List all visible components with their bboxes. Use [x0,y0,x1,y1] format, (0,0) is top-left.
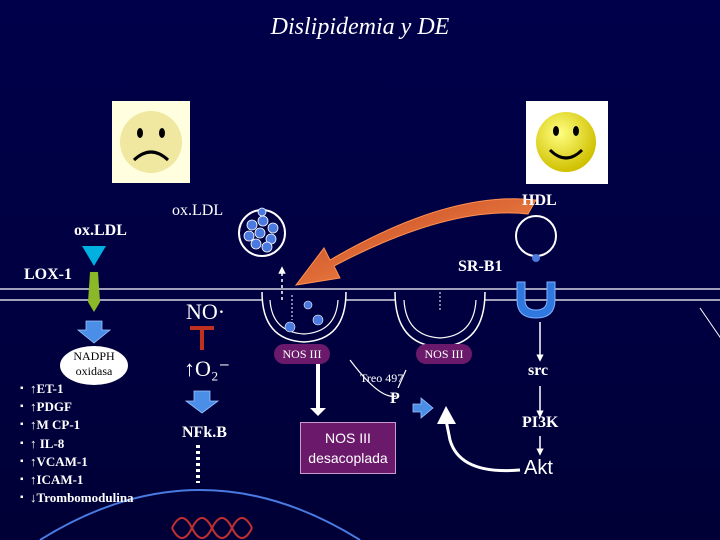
hdl-particle [516,216,556,262]
srb1-label: SR-B1 [458,258,503,275]
treo-label: Treo 497 [360,371,404,385]
phospho-label: P [390,390,400,407]
bullet-item: ▪ ↑ET-1 [30,381,63,397]
ox-ldl-particle [239,208,285,256]
pi3k-label: PI3K [522,414,559,431]
cell-membrane [0,289,720,300]
bullet-item: ▪ ↑M CP-1 [30,417,80,433]
hdl-label: HDL [522,192,557,209]
bullet-item: ▪ ↓Trombomodulina [30,490,134,506]
arrow-lr [413,398,433,418]
akt-label: Akt [524,457,553,479]
arrow-to-nadph [78,321,110,343]
nos-iii-right: NOS III [416,344,472,364]
slide-title: Dislipidemia y DE [270,14,450,40]
caveola-right [395,292,485,347]
dna-helix [172,518,252,538]
nos-iii-desacoplada: NOS III desacoplada [300,422,396,474]
ox-ldl-center-label: ox.LDL [172,202,224,219]
happy-face-icon [526,101,608,184]
arrow-to-nos-desacoplada [310,364,326,416]
bullet-item: ▪ ↑VCAM-1 [30,454,88,470]
nos-iii-left: NOS III [274,344,330,364]
bullet-item: ▪ ↑PDGF [30,399,72,415]
lox1-receptor [82,246,106,312]
nfkb-label: NFk.B [182,424,227,441]
sad-face-icon [112,101,190,183]
superoxide-label: ↑O₂⁻ [184,356,231,381]
ox-ldl-left-label: ox.LDL [74,222,127,239]
no-label: NO· [186,299,226,324]
arrow-to-nfkb [186,391,218,413]
bullet-item: ▪ ↑ IL-8 [30,436,64,452]
lox1-label: LOX-1 [24,266,72,283]
src-label: src [528,362,549,379]
inhibition-mark [190,328,214,350]
caveola-left [262,292,346,342]
bullet-item: ▪ ↑ICAM-1 [30,472,83,488]
nadph-oxidasa: NADPH oxidasa [60,346,128,385]
